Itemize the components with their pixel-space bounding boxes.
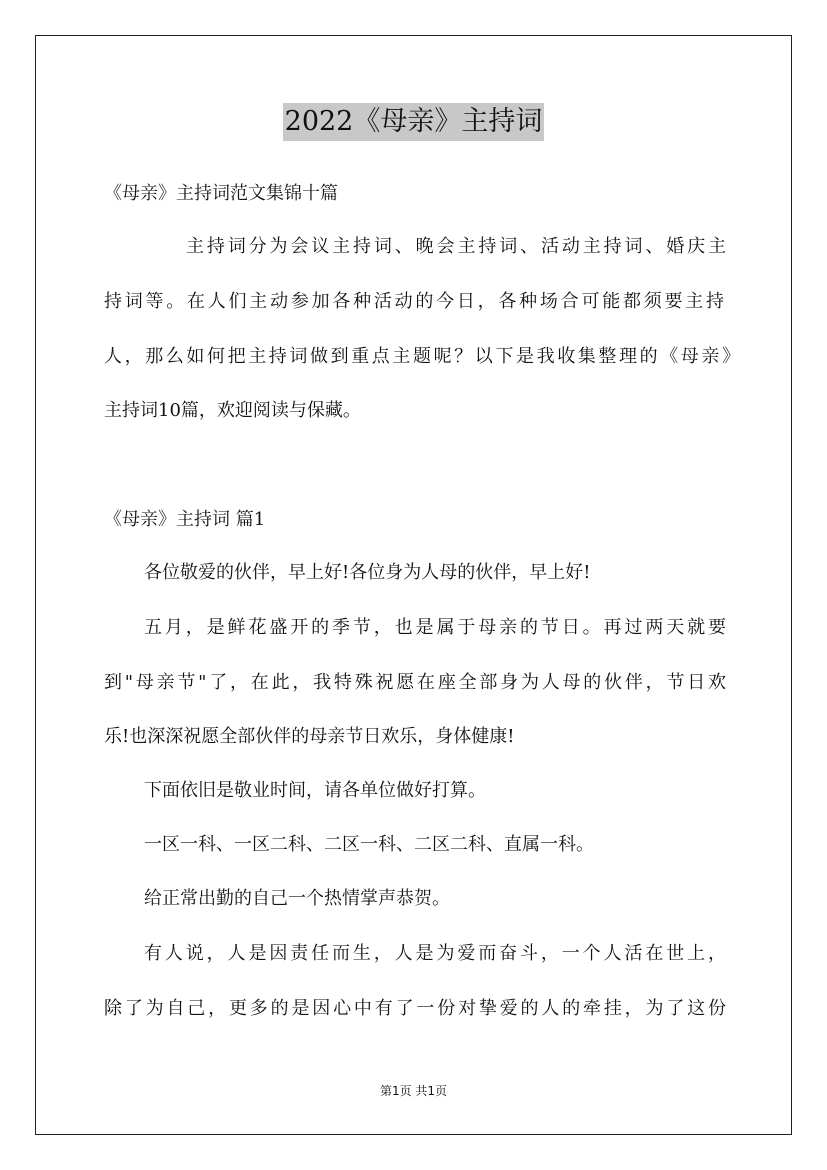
- body-line-1: 各位敬爱的伙伴，早上好!各位身为人母的伙伴，早上好!: [144, 562, 591, 583]
- body-line-7: 给正常出勤的自己一个热情掌声恭贺。: [144, 888, 450, 909]
- body-line-4: 乐!也深深祝愿全部伙伴的母亲节日欢乐，身体健康!: [104, 726, 515, 747]
- page-footer: 第1页 共1页: [379, 1084, 448, 1098]
- intro-line-2: 持词等。在人们主动参加各种活动的今日，各种场合可能都须要主持: [104, 291, 724, 312]
- document-title: 2022《母亲》主持词: [283, 103, 545, 141]
- body-line-9: 除了为自己，更多的是因心中有了一份对挚爱的人的牵挂，为了这份: [104, 998, 726, 1019]
- intro-line-4: 主持词10篇，欢迎阅读与保藏。: [104, 400, 361, 421]
- body-line-8: 有人说，人是因责任而生，人是为爱而奋斗，一个人活在世上，: [144, 943, 726, 964]
- intro-line-1: 主持词分为会议主持词、晚会主持词、活动主持词、婚庆主: [186, 236, 726, 257]
- section-heading: 《母亲》主持词 篇1: [104, 509, 266, 530]
- body-line-2: 五月，是鲜花盛开的季节，也是属于母亲的节日。再过两天就要: [144, 617, 726, 638]
- title-container: [0, 103, 827, 141]
- intro-line-3: 人，那么如何把主持词做到重点主题呢？以下是我收集整理的《母亲》: [104, 346, 740, 367]
- body-line-3: 到"母亲节"了，在此，我特殊祝愿在座全部身为人母的伙伴，节日欢: [104, 672, 726, 693]
- document-subtitle: 《母亲》主持词范文集锦十篇: [104, 183, 338, 204]
- body-line-6: 一区一科、一区二科、二区一科、二区二科、直属一科。: [144, 834, 594, 855]
- body-line-5: 下面依旧是敬业时间，请各单位做好打算。: [144, 780, 486, 801]
